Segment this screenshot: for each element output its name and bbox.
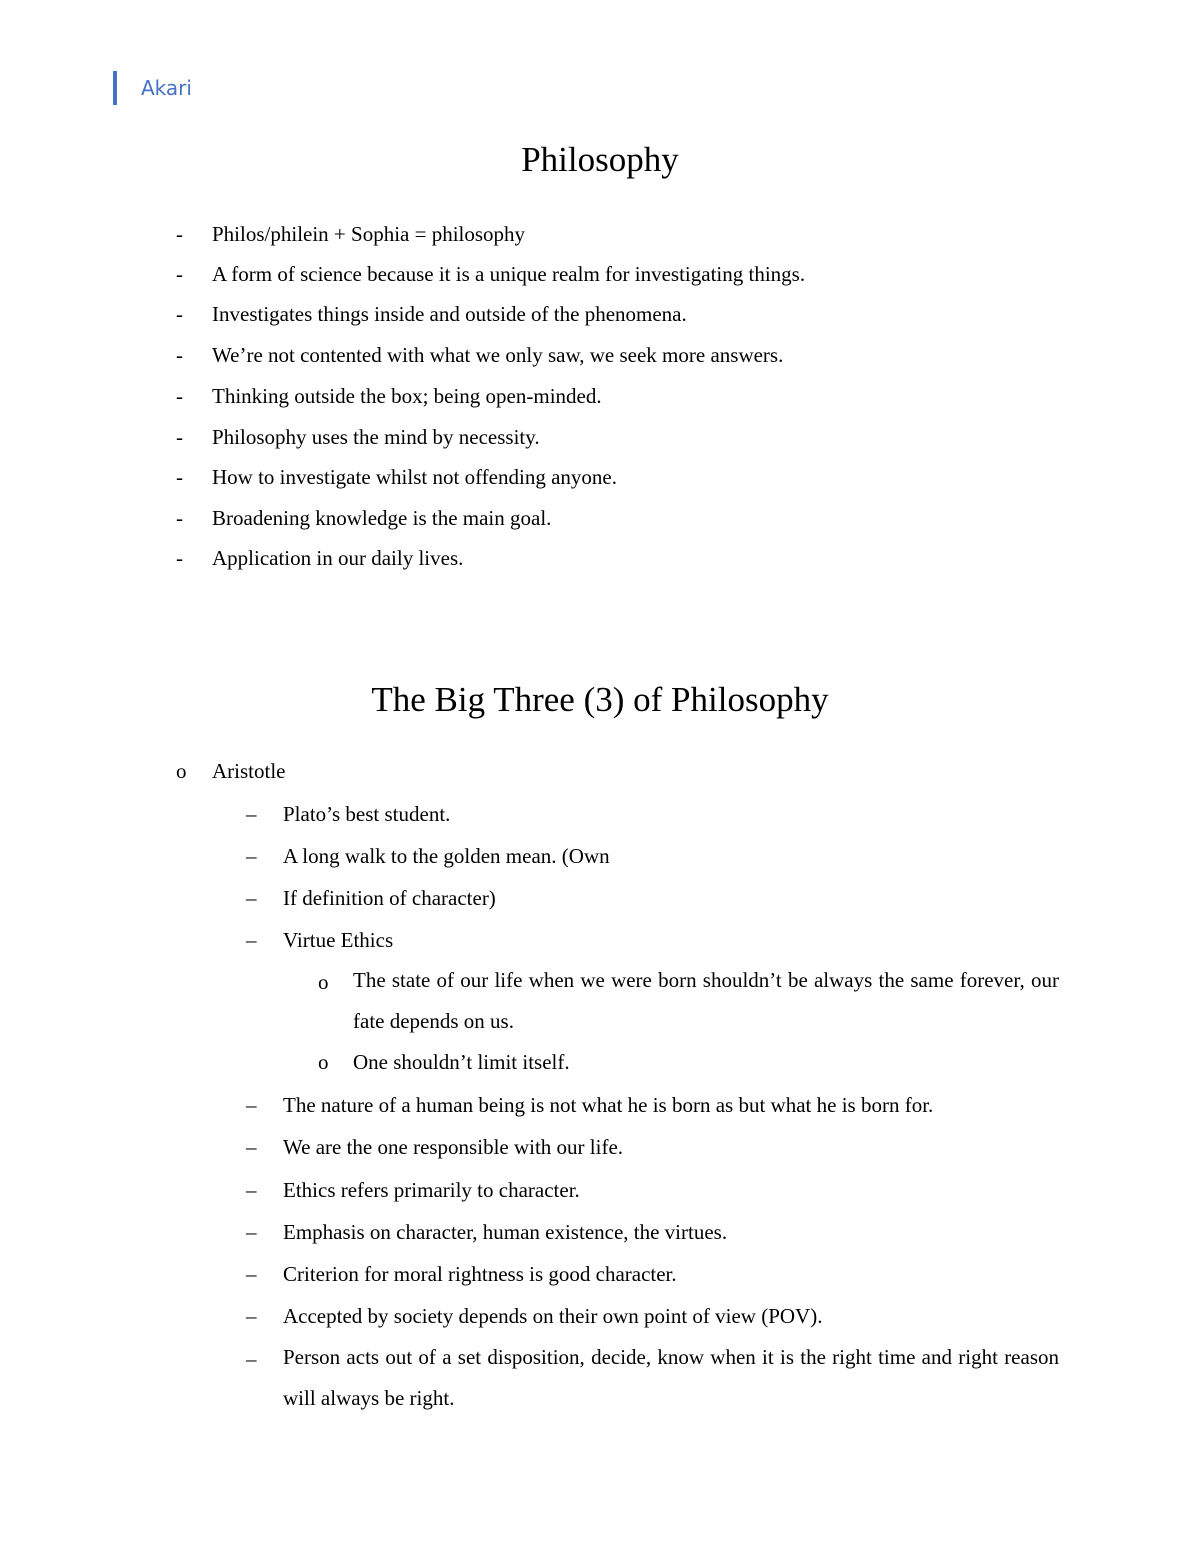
- dash-bullet: –: [246, 844, 257, 868]
- list-item: A form of science because it is a unique realm for investigating things.: [212, 262, 806, 286]
- dash-bullet: -: [176, 222, 183, 246]
- header-accent-bar: [113, 71, 117, 105]
- dash-bullet: -: [176, 546, 183, 570]
- dash-bullet: -: [176, 302, 183, 326]
- sub-list-item: One shouldn’t limit itself.: [353, 1050, 570, 1074]
- dash-bullet: -: [176, 465, 183, 489]
- list-item: Ethics refers primarily to character.: [283, 1178, 580, 1202]
- dash-bullet: -: [176, 425, 183, 449]
- list-item: Investigates things inside and outside of the phenomena.: [212, 302, 687, 326]
- list-item: Emphasis on character, human existence, the virtues.: [283, 1220, 728, 1244]
- sub-list-item: The state of our life when we were born shouldn’t be always the same forever, our fate depends on us.: [353, 968, 1059, 1033]
- dash-bullet: –: [246, 1178, 257, 1202]
- list-item: We’re not contented with what we only saw, we seek more answers.: [212, 343, 784, 367]
- list-item: The nature of a human being is not what he is born as but what he is born for.: [283, 1093, 934, 1117]
- dash-bullet: –: [246, 886, 257, 910]
- philosopher-name: Aristotle: [212, 759, 286, 783]
- list-item: We are the one responsible with our life.: [283, 1135, 624, 1159]
- list-item: Person acts out of a set disposition, decide, know when it is the right time and right reason will always be right.: [283, 1345, 1059, 1410]
- dash-bullet: -: [176, 384, 183, 408]
- list-item: Application in our daily lives.: [212, 546, 464, 570]
- dash-bullet: -: [176, 343, 183, 367]
- list-item: Criterion for moral rightness is good character.: [283, 1262, 677, 1286]
- circle-bullet: o: [318, 1050, 329, 1074]
- dash-bullet: –: [246, 1220, 257, 1244]
- dash-bullet: –: [246, 1347, 257, 1371]
- list-item: Thinking outside the box; being open-minded.: [212, 384, 602, 408]
- list-item: Accepted by society depends on their own point of view (POV).: [283, 1304, 823, 1328]
- dash-bullet: -: [176, 506, 183, 530]
- dash-bullet: -: [176, 262, 183, 286]
- dash-bullet: –: [246, 928, 257, 952]
- header-author: Akari: [141, 76, 192, 100]
- circle-bullet: o: [176, 759, 187, 783]
- dash-bullet: –: [246, 1093, 257, 1117]
- list-item: Philosophy uses the mind by necessity.: [212, 425, 540, 449]
- dash-bullet: –: [246, 1135, 257, 1159]
- list-item: If definition of character): [283, 886, 496, 910]
- page-header: [113, 70, 192, 106]
- section-title-big-three: The Big Three (3) of Philosophy: [371, 680, 829, 719]
- dash-bullet: –: [246, 1304, 257, 1328]
- dash-bullet: –: [246, 1262, 257, 1286]
- list-item: How to investigate whilst not offending anyone.: [212, 465, 617, 489]
- list-item: Broadening knowledge is the main goal.: [212, 506, 552, 530]
- list-item: Plato’s best student.: [283, 802, 451, 826]
- list-item: Philos/philein + Sophia = philosophy: [212, 222, 526, 246]
- list-item: Virtue Ethics: [283, 928, 394, 952]
- section-title-philosophy: Philosophy: [521, 140, 679, 179]
- circle-bullet: o: [318, 970, 329, 994]
- dash-bullet: –: [246, 802, 257, 826]
- list-item: A long walk to the golden mean. (Own: [283, 844, 610, 868]
